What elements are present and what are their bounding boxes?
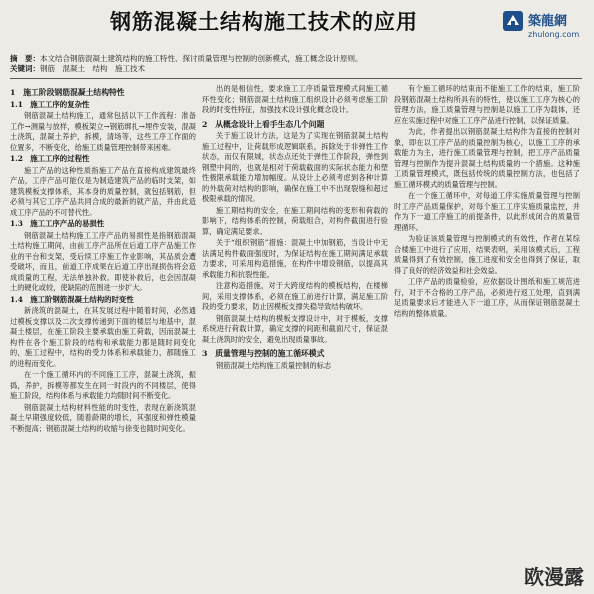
col3-paragraph: 有个施工循环的结束而不能施工工作的结束，施工阶段钢筋混凝土结构所具有的特性，使以施工工序为核心的管理方法，施工质量管理与控制是以施工工序为载体，还应在实施过程中对施工工序产品进行控制，以保证质量。 xyxy=(394,84,580,125)
col2-paragraph: 出的是相信性，要求施工工序质量管理模式间施工循环性变化；钢筋混凝土结构施工组织设计必须考虑施工阶段的时变性特征，加强技术设计强化概念设计。 xyxy=(202,84,388,114)
col1-paragraph: 钢筋混凝土结构施工工序产品的易损性是指钢筋混凝土结构施工期间，由前工序产品所在后道工序产品施工作业的平台和支架，受后续工序施工作业影响，其品质会遭受破坏，而且，前道工序成果在后道工序出现损伤将会造成质量的工程，无法单独补救。即使补救后，也会因混凝土的硬化或较，使缺陷的范围进一步扩大。 xyxy=(10,230,196,292)
text-column-2 xyxy=(202,84,388,584)
col3-paragraph: 为此，作者提出以钢筋混凝土结构作为直接的控制对象，即在以工序产品的质量控制为核心，以施工工序的承载能力为主，进行施工质量管理与控制，把工序产品质量管理与控制作为提升混凝土结构质量的一个措施。这种施工质量管理模式，既包括传统的质量控制方法，也包括了施工循环模式的质量管理与控制。 xyxy=(394,127,580,189)
col3-paragraph: 在一个施工循环中，对每道工序实施质量管理与控制时工序产品质量保护，对每个施工工序实施质量监控，并作为下一道工序施工的前提条件，以此形成闭合的质量管理循环。 xyxy=(394,191,580,232)
col2-paragraph: 钢筋混凝土结构施工质量控制的标志 xyxy=(216,360,332,370)
zhulong-logo-icon xyxy=(502,10,524,32)
logo-url: zhulong.com xyxy=(528,30,580,39)
col2-section-heading: 3 质量管理与控制的施工循环模式 xyxy=(202,349,325,358)
col1-paragraph: 钢筋混凝土结构材料性能的时变性，表现在新浇筑混凝土早期强度较低，随着龄期的增长，其强度和弹性模量不断提高；钢筋混凝土结构的收缩与徐变也随时间变化。 xyxy=(10,402,196,433)
abstract-block xyxy=(10,54,580,74)
keywords-text: 钢筋 混凝土 结构 施工技术 xyxy=(40,64,145,73)
watermark-text: 欧漫露 xyxy=(520,561,588,590)
text-column-1 xyxy=(10,84,196,584)
col1-paragraph: 钢筋混凝土结构施工，通常包括以下工作流程：准备工作→测量与放样，模板架立→钢筋绑扎→埋件安装，混凝土浇筑，混凝土养护，拆模，清场等，这些工序工作面的位置多，不断变化，给施工质量管理控制带来困难。 xyxy=(10,111,196,152)
col1-section-heading: 1.1 施工工序的复杂性 xyxy=(10,99,90,109)
abstract-label: 摘 要： xyxy=(10,54,40,63)
col1-paragraph: 施工产品的这种性质指施工产品在直接构成建筑最终产品，工序产品可能仅是为制造建筑产品的临时支架，如建筑模板支撑体系，其本身的质量控制，就包括钢筋，但必须与其它工序产品共同合成的最新的就产品，并由此造成工序产品的不可替代性。 xyxy=(10,165,196,217)
keywords-line xyxy=(10,64,580,74)
col2-paragraph: 注意构造措施，对于大跨度结构的模板结构，在楼梯间，采用支撑体系，必须在施工前进行计算，满足施工阶段的受力要求，防止因模板支撑失稳导致结构破坏。 xyxy=(202,281,388,311)
col3-paragraph: 工序产品的质量检验，应依据设计图纸和施工规范进行，对于不合格的工序产品，必须进行返工处理，直到满足质量要求后才能进入下一道工序，从而保证钢筋混凝土结构的整体质量。 xyxy=(394,277,580,318)
col2-section-heading: 2 从概念设计上看手生态几个问题 xyxy=(202,119,325,129)
abstract-line xyxy=(10,54,580,64)
abstract-divider xyxy=(10,78,582,79)
keywords-label: 关键词： xyxy=(10,64,40,73)
col1-paragraph: 在一个施工循环内的不同施工工序，混凝土浇筑，振捣，养护，拆模等都发生在同一时段内的不同楼层，使得施工阶段，结构体系与承载能力均随时间不断变化。 xyxy=(10,370,196,400)
col2-paragraph: 钢筋混凝土结构的模板支撑设计中，对于模板，支撑系统进行荷载计算，确定支撑的间距和截面尺寸，保证混凝土浇筑时的安全，避免出现质量事故。 xyxy=(202,313,388,344)
logo-name: 築龍網 xyxy=(528,14,568,29)
paper-header xyxy=(0,0,594,56)
col3-paragraph: 为验证该质量管理与控制模式的有效性，作者在某综合楼施工中进行了应用，结果表明，采用该模式后，工程质量得到了有效控制，施工进度和安全也得到了保证，取得了良好的经济效益和社会效益。 xyxy=(394,234,580,275)
text-column-3 xyxy=(394,84,580,584)
paper-title: 钢筋混凝土结构施工技术的应用 xyxy=(110,9,418,34)
site-logo[interactable] xyxy=(502,10,586,46)
col1-section-heading: 1 施工阶段钢筋混凝土结构特性 xyxy=(10,88,125,97)
col2-paragraph: 关于施工设计方法，这是为了实现在钢筋混凝土结构施工过程中，让荷载形成逻辑联系，拆除处于非弹性工作状态，而仅有限城，状态点还处于弹性工作阶段，弹性到钢塑中间的，也就是相对于荷载截面的实际状态能力和塑性极限承载能力增加幅度。从设计上必须考虑到各种计算的外载荷对结构的影响，确保在施工中不出现裂缝和超过极限承载的情况。 xyxy=(202,131,388,203)
abstract-text: 本文结合钢筋混凝土建筑结构的施工特性、探讨质量管理与控制的创新模式，施工概念设计原则。 xyxy=(40,54,363,63)
col1-paragraph: 新浇筑的混凝土，在其发展过程中随着时间，必然通过模板支撑以及二次支撑传递到下面的楼层与地基中，混凝土楼层，在施工阶段主要承载由施工荷载，因而混凝土构件在各个施工阶段的结构和承载能力都是随时间变化的，施工过程中，结构的受力体系和承载能力，都随施工的进程而变化。 xyxy=(10,306,196,368)
col1-section-heading: 1.3 施工工序产品的易损性 xyxy=(10,219,105,228)
col2-paragraph: 施工期结构的安全，在施工期间结构的变形和荷载的影响下，结构体系的控制，荷载组合，对构件截面进行验算，确定满足要求。 xyxy=(202,205,388,236)
col1-section-heading: 1.4 施工阶钢筋混凝土结构的时变性 xyxy=(10,294,134,304)
col2-paragraph: 关于“组织钢筋”措施：混凝土中加钢筋，当设计中无法满足构件截面强度时，为保证结构在施工期间满足承载力要求，可采用构造措施，在构件中增设钢筋，以提高其承载能力和抗裂性能。 xyxy=(202,238,388,279)
col1-section-heading: 1.2 施工工序的过程性 xyxy=(10,154,90,163)
